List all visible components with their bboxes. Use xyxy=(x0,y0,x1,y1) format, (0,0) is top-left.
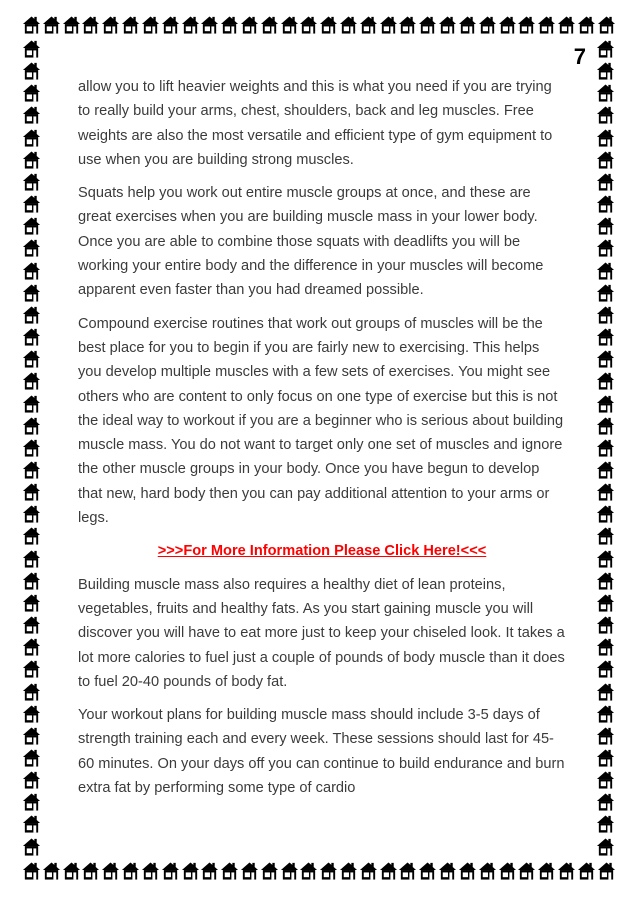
house-icon xyxy=(379,14,398,36)
house-icon xyxy=(557,860,576,882)
house-icon xyxy=(121,860,140,882)
house-icon xyxy=(22,570,41,592)
house-icon xyxy=(596,836,615,858)
house-icon xyxy=(379,860,398,882)
house-icon xyxy=(398,14,417,36)
house-icon xyxy=(596,570,615,592)
house-icon xyxy=(62,14,81,36)
house-icon xyxy=(596,725,615,747)
house-icon xyxy=(22,437,41,459)
house-icon xyxy=(22,860,41,882)
house-icon xyxy=(22,813,41,835)
page-number: 7 xyxy=(573,44,586,69)
house-icon xyxy=(22,38,41,60)
decorative-border-top xyxy=(22,14,616,36)
house-icon xyxy=(22,60,41,82)
house-icon xyxy=(81,860,100,882)
house-icon xyxy=(22,215,41,237)
house-icon xyxy=(596,193,615,215)
house-icon xyxy=(596,215,615,237)
house-icon xyxy=(458,860,477,882)
house-icon xyxy=(596,525,615,547)
house-icon xyxy=(22,237,41,259)
house-icon xyxy=(22,14,41,36)
house-icon xyxy=(597,860,616,882)
house-icon xyxy=(596,260,615,282)
house-icon xyxy=(22,459,41,481)
house-icon xyxy=(22,658,41,680)
house-icon xyxy=(596,393,615,415)
paragraph-workout-plans: Your workout plans for building muscle mass should include 3-5 days of strength training each and every week. These sessions should last for 45-60 minutes. On your days off you can continue to build endurance and burn extra fat by performing some type of cardio xyxy=(78,707,565,797)
decorative-border-left xyxy=(22,38,44,858)
house-icon xyxy=(596,282,615,304)
house-icon xyxy=(596,415,615,437)
house-icon xyxy=(577,14,596,36)
house-icon xyxy=(596,681,615,703)
house-icon xyxy=(141,860,160,882)
house-icon xyxy=(596,459,615,481)
house-icon xyxy=(22,348,41,370)
house-icon xyxy=(596,127,615,149)
house-icon xyxy=(537,860,556,882)
house-icon xyxy=(220,860,239,882)
house-icon xyxy=(22,370,41,392)
house-icon xyxy=(22,481,41,503)
document-body xyxy=(78,75,566,809)
house-icon xyxy=(596,747,615,769)
paragraph-compound-exercise: Compound exercise routines that work out groups of muscles will be the best place for you to begin if you are fairly new to exercising. This helps you develop multiple muscles with a few sets of exercises. You might see others who are content to only focus on one type of exercise but this is not the ideal way to workout if you are a beginner who is serious about building muscle mass. You do not want to target only one set of muscles and ignore the other muscle groups in your body. Once you have begun to develop that new, hard body then you can pay additional attention to your arms or legs. xyxy=(78,315,564,527)
house-icon xyxy=(200,860,219,882)
house-icon xyxy=(121,14,140,36)
house-icon xyxy=(62,860,81,882)
more-information-link[interactable]: >>>For More Information Please Click Here!<<< xyxy=(157,543,487,560)
house-icon xyxy=(161,860,180,882)
house-icon xyxy=(517,14,536,36)
house-icon xyxy=(22,503,41,525)
house-icon xyxy=(22,791,41,813)
house-icon xyxy=(181,860,200,882)
house-icon xyxy=(596,636,615,658)
house-icon xyxy=(260,860,279,882)
house-icon xyxy=(22,127,41,149)
house-icon xyxy=(22,149,41,171)
house-icon xyxy=(557,14,576,36)
house-icon xyxy=(498,860,517,882)
house-icon xyxy=(596,592,615,614)
house-icon xyxy=(478,860,497,882)
house-icon xyxy=(596,104,615,126)
house-icon xyxy=(81,14,100,36)
house-icon xyxy=(596,813,615,835)
house-icon xyxy=(200,14,219,36)
house-icon xyxy=(319,14,338,36)
house-icon xyxy=(22,725,41,747)
house-icon xyxy=(22,393,41,415)
house-icon xyxy=(319,860,338,882)
house-icon xyxy=(42,14,61,36)
house-icon xyxy=(458,14,477,36)
house-icon xyxy=(596,658,615,680)
house-icon xyxy=(339,14,358,36)
house-icon xyxy=(22,282,41,304)
house-icon xyxy=(596,437,615,459)
house-icon xyxy=(596,38,615,60)
house-icon xyxy=(299,14,318,36)
house-icon xyxy=(22,703,41,725)
house-icon xyxy=(577,860,596,882)
house-icon xyxy=(478,14,497,36)
house-icon xyxy=(22,747,41,769)
house-icon xyxy=(596,149,615,171)
house-icon xyxy=(280,14,299,36)
house-icon xyxy=(418,860,437,882)
house-icon xyxy=(498,14,517,36)
house-icon xyxy=(141,14,160,36)
house-icon xyxy=(596,769,615,791)
house-icon xyxy=(359,860,378,882)
house-icon xyxy=(517,860,536,882)
house-icon xyxy=(596,503,615,525)
decorative-border-bottom xyxy=(22,860,616,882)
house-icon xyxy=(161,14,180,36)
house-icon xyxy=(240,860,259,882)
house-icon xyxy=(240,14,259,36)
house-icon xyxy=(260,14,279,36)
house-icon xyxy=(22,592,41,614)
house-icon xyxy=(280,860,299,882)
house-icon xyxy=(596,326,615,348)
house-icon xyxy=(597,14,616,36)
house-icon xyxy=(22,769,41,791)
house-icon xyxy=(101,860,120,882)
house-icon xyxy=(596,60,615,82)
house-icon xyxy=(22,415,41,437)
house-icon xyxy=(22,304,41,326)
house-icon xyxy=(596,548,615,570)
paragraph-squats: Squats help you work out entire muscle groups at once, and these are great exercises when you are building muscle mass in your lower body. Once you are able to combine those squats with deadlifts you will be working your entire body and the difference in your muscles will become apparent even faster than you had dreamed possible. xyxy=(78,185,544,299)
house-icon xyxy=(359,14,378,36)
house-icon xyxy=(596,171,615,193)
house-icon xyxy=(596,614,615,636)
house-icon xyxy=(220,14,239,36)
paragraph-diet: Building muscle mass also requires a healthy diet of lean proteins, vegetables, fruits and healthy fats. As you start gaining muscle you will discover you will have to eat more just to keep your chiseled look. It takes a lot more calories to fuel just a couple of pounds of body muscle than it does to fuel 20-40 pounds of body fat. xyxy=(78,576,565,690)
house-icon xyxy=(438,14,457,36)
paragraph-free-weights: allow you to lift heavier weights and this is what you need if you are trying to really build your arms, chest, shoulders, back and leg muscles. Free weights are also the most versatile and efficient type of gym equipment to use when you are building strong muscles. xyxy=(78,79,553,168)
house-icon xyxy=(596,237,615,259)
house-icon xyxy=(339,860,358,882)
house-icon xyxy=(22,260,41,282)
house-icon xyxy=(22,548,41,570)
house-icon xyxy=(299,860,318,882)
house-icon xyxy=(181,14,200,36)
house-icon xyxy=(22,681,41,703)
house-icon xyxy=(22,836,41,858)
house-icon xyxy=(22,193,41,215)
house-icon xyxy=(398,860,417,882)
house-icon xyxy=(22,171,41,193)
house-icon xyxy=(596,82,615,104)
house-icon xyxy=(596,791,615,813)
house-icon xyxy=(596,370,615,392)
house-icon xyxy=(418,14,437,36)
house-icon xyxy=(596,304,615,326)
house-icon xyxy=(537,14,556,36)
house-icon xyxy=(22,525,41,547)
house-icon xyxy=(42,860,61,882)
house-icon xyxy=(438,860,457,882)
house-icon xyxy=(596,481,615,503)
house-icon xyxy=(22,104,41,126)
decorative-border-right xyxy=(596,38,618,858)
house-icon xyxy=(596,703,615,725)
house-icon xyxy=(22,636,41,658)
house-icon xyxy=(22,614,41,636)
house-icon xyxy=(22,326,41,348)
more-info-line xyxy=(78,539,566,563)
house-icon xyxy=(596,348,615,370)
house-icon xyxy=(22,82,41,104)
house-icon xyxy=(101,14,120,36)
